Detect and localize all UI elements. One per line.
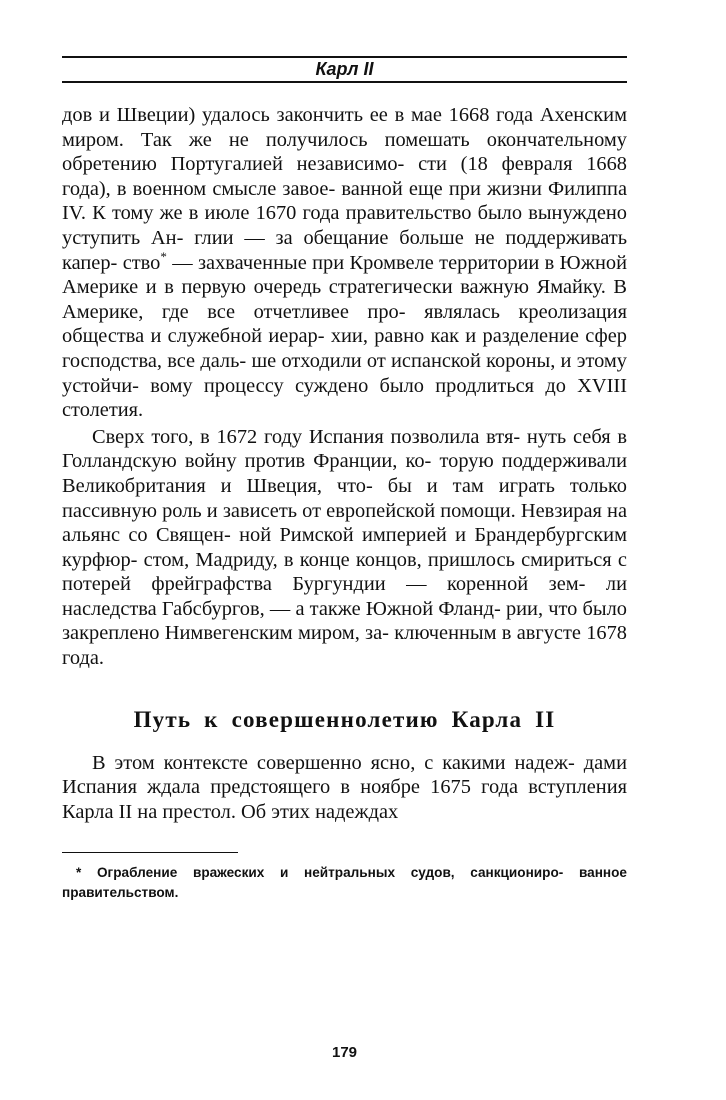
- text-line: ли наследства Габсбургов, — а также Южной Фланд-: [62, 573, 627, 620]
- text-line: ство: [122, 251, 161, 274]
- text-line: Южной Америке и в первую очередь стратегически: [62, 251, 627, 299]
- footnote: [62, 863, 627, 903]
- text-line: Ахенским миром. Так же не получилось помешать: [62, 104, 627, 151]
- text-line: стом, Мадриду, в конце концов, пришлось смириться: [143, 548, 612, 571]
- text-line: бы и там играть только пассивную роль и зависеть от: [62, 474, 627, 522]
- text-line: вступления Карла II на престол. Об этих надеждах: [62, 776, 627, 823]
- running-head: [62, 56, 627, 83]
- footnote-text-continued: ванное правительством.: [62, 865, 627, 901]
- text-line: рии, что было закреплено Нимвегенским миром, за-: [62, 597, 627, 645]
- section-paragraph: [62, 751, 627, 825]
- running-head-title: Карл II: [315, 59, 374, 79]
- section-heading: Путь к совершеннолетию Карла II: [133, 706, 556, 732]
- text-line: хии, равно как и разделение сфер господства, все даль-: [62, 325, 627, 372]
- footnote-reference-mark: *: [160, 248, 167, 264]
- text-line: ной Римской империей и Брандербургским курфюр-: [62, 524, 627, 571]
- text-line: являлась креолизация общества и служебной иерар-: [62, 300, 627, 348]
- text-line: В этом контексте совершенно ясно, с какими надеж-: [92, 751, 575, 774]
- text-line: 1670 года правительство было вынуждено уступить Ан-: [62, 202, 627, 249]
- text-line: глии — за обещание больше не поддерживать капер-: [62, 226, 627, 274]
- footnote-divider: [62, 852, 238, 853]
- text-line: ше отходили от испанской короны, и этому устойчи-: [62, 349, 627, 397]
- footnote-mark: *: [76, 865, 82, 881]
- text-line: европейской помощи. Невзирая на альянс со Священ-: [62, 499, 627, 547]
- text-line: дами Испания ждала предстоящего в ноябре 1675 года: [62, 751, 627, 799]
- text-line: сти (18 февраля 1668 года), в военном смысле завое-: [62, 153, 627, 200]
- text-line: ключенным в августе 1678 года.: [62, 622, 627, 670]
- text-line: — захваченные при Кромвеле территории в: [166, 251, 555, 274]
- paragraph-2: [62, 425, 627, 671]
- text-line: с потерей фрейграфства Бургундии — коренной зем-: [62, 548, 627, 596]
- text-line: вому процессу суждено было продлиться до XVIII: [150, 374, 627, 397]
- paragraph-1: [62, 103, 627, 423]
- text-line: важную Ямайку. В Америке, где все отчетливее про-: [62, 276, 627, 323]
- text-line: окончательному обретению Португалией независимо-: [62, 128, 627, 176]
- text-line: дов и Швеции) удалось закончить ее в мае 1668 года: [62, 104, 534, 126]
- text-line: ванной еще при жизни Филиппа IV. К тому же в июле: [62, 177, 627, 225]
- main-text: [62, 103, 627, 671]
- text-line: столетия.: [62, 399, 144, 422]
- text-line: нуть себя в Голландскую войну против Франции, ко-: [62, 425, 627, 473]
- page-number: 179: [331, 1044, 358, 1061]
- text-line: торую поддерживали Великобритания и Швеция, что-: [62, 450, 627, 497]
- footnote-text: Ограбление вражеских и нейтральных судов, санкциониро-: [96, 865, 564, 881]
- text-line: Сверх того, в 1672 году Испания позволила втя-: [92, 425, 521, 448]
- book-page: [62, 56, 627, 1061]
